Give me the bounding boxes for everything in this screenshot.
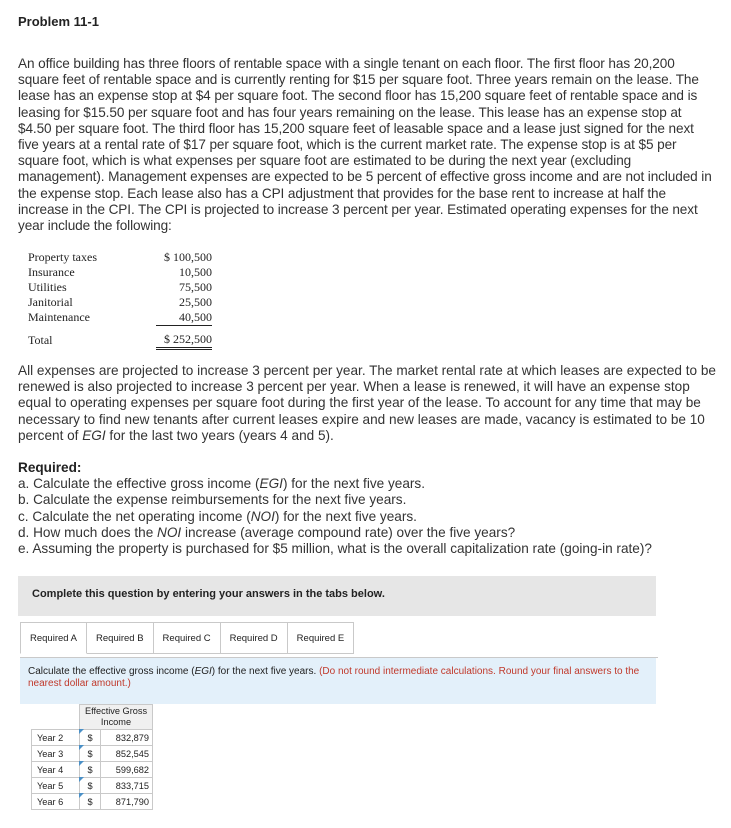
required-item-b: b. Calculate the expense reimbursements for the next five years. — [18, 492, 407, 508]
expense-row — [28, 310, 212, 326]
answer-row — [32, 730, 153, 746]
para2-egi: EGI — [82, 427, 106, 443]
tab-required-d[interactable]: Required D — [221, 622, 288, 654]
required-item-e: e. Assuming the property is purchased for $5 million, what is the overall capitalization rate (going-in rate)? — [18, 541, 652, 557]
currency-symbol: $ — [80, 730, 101, 746]
expense-row — [28, 280, 212, 295]
expense-label: Insurance — [28, 265, 75, 279]
instruction-box: Calculate the effective gross income (EGI) for the next five years. (Do not round intermediate calculations. Round your final answers to the nearest dollar amount.) — [20, 658, 656, 704]
expense-growth-paragraph — [18, 363, 718, 444]
egi-input[interactable]: 833,715 — [101, 778, 153, 794]
currency-symbol: $ — [80, 746, 101, 762]
egi-input[interactable]: 832,879 — [101, 730, 153, 746]
expense-label: Property taxes — [28, 250, 97, 264]
expense-value: 75,500 — [179, 280, 212, 294]
tab-required-e[interactable]: Required E — [288, 622, 355, 654]
egi-input[interactable]: 599,682 — [101, 762, 153, 778]
header-blank — [32, 705, 80, 730]
complete-question-banner: Complete this question by entering your answers in the tabs below. — [18, 576, 656, 616]
expense-value: 10,500 — [179, 265, 212, 279]
year-label: Year 3 — [32, 746, 80, 762]
answer-header-row — [32, 705, 153, 730]
egi-input[interactable]: 852,545 — [101, 746, 153, 762]
required-item-d: d. How much does the NOI increase (average compound rate) over the five years? — [18, 524, 516, 540]
egi-answer-table — [31, 704, 153, 810]
currency-symbol: $ — [80, 778, 101, 794]
expense-value: 40,500 — [179, 310, 212, 324]
expense-value: $ 100,500 — [164, 250, 212, 264]
egi-column-header: Effective Gross Income — [80, 705, 153, 730]
expense-row — [28, 265, 212, 280]
required-heading: Required: — [18, 460, 82, 475]
answer-row — [32, 746, 153, 762]
tab-required-b[interactable]: Required B — [87, 622, 154, 654]
year-label: Year 6 — [32, 794, 80, 810]
required-item-a: a. Calculate the effective gross income (EGI) for the next five years. — [18, 476, 426, 492]
year-label: Year 2 — [32, 730, 80, 746]
currency-symbol: $ — [80, 762, 101, 778]
tab-required-a[interactable]: Required A — [20, 622, 87, 654]
para2-text-a: All expenses are projected to increase 3 percent per year. The market rental rate at which leases are expected to be renewed is also projected to increase 3 percent per year. When a lease is renewed, it will have an expense stop equal to operating expenses per square foot during the first year of the lease. To account for any time that may be necessary to find new tenants after current leases expire and new leases are made, vacancy is estimated to be 10 percent of — [18, 363, 716, 443]
answer-row — [32, 794, 153, 810]
expense-row — [28, 250, 212, 265]
answer-row — [32, 762, 153, 778]
expense-total-value: $ 252,500 — [156, 326, 212, 349]
expense-total-row — [28, 326, 212, 349]
required-list — [18, 460, 718, 557]
answer-row — [32, 778, 153, 794]
operating-expenses-table — [28, 250, 212, 350]
rounding-note: (Do not round intermediate calculations. Round your final answers to the nearest dollar amount.) — [28, 666, 640, 689]
year-label: Year 4 — [32, 762, 80, 778]
expense-label: Utilities — [28, 280, 67, 294]
problem-description: An office building has three floors of rentable space with a single tenant on each floor. The first floor has 20,200 square feet of rentable space and is currently renting for $15 per square foot. Three years remain on the lease. The lease has an expense stop at $4 per square foot. The second floor has 15,200 square feet of rentable space and is leasing for $15.50 per square foot and has four years remaining on the lease. This lease has an expense stop at $4.50 per square foot. The third floor has 15,200 square feet of leasable space and a lease just signed for the next five years at a rental rate of $17 per square foot, which is the current market rate. The expense stop is at $5 per square foot, which is what expenses per square foot are estimated to be during the next year (excluding management). Management expenses are expected to be 5 percent of effective gross income and are not included in the expense stop. Each lease also has a CPI adjustment that provides for the base rent to increase at half the increase in the CPI. The CPI is projected to increase 3 percent per year. Estimated operating expenses for the next year include the following: — [18, 56, 712, 234]
expense-label: Maintenance — [28, 310, 90, 325]
problem-title: Problem 11-1 — [18, 14, 99, 29]
expense-label: Janitorial — [28, 295, 73, 309]
required-tabs — [20, 622, 354, 654]
expense-value: 25,500 — [179, 295, 212, 309]
year-label: Year 5 — [32, 778, 80, 794]
expense-total-label: Total — [28, 332, 53, 347]
expense-row — [28, 295, 212, 310]
egi-input[interactable]: 871,790 — [101, 794, 153, 810]
tab-required-c[interactable]: Required C — [154, 622, 221, 654]
required-item-c: c. Calculate the net operating income (NOI) for the next five years. — [18, 508, 417, 524]
para2-text-b: for the last two years (years 4 and 5). — [105, 427, 334, 443]
currency-symbol: $ — [80, 794, 101, 810]
